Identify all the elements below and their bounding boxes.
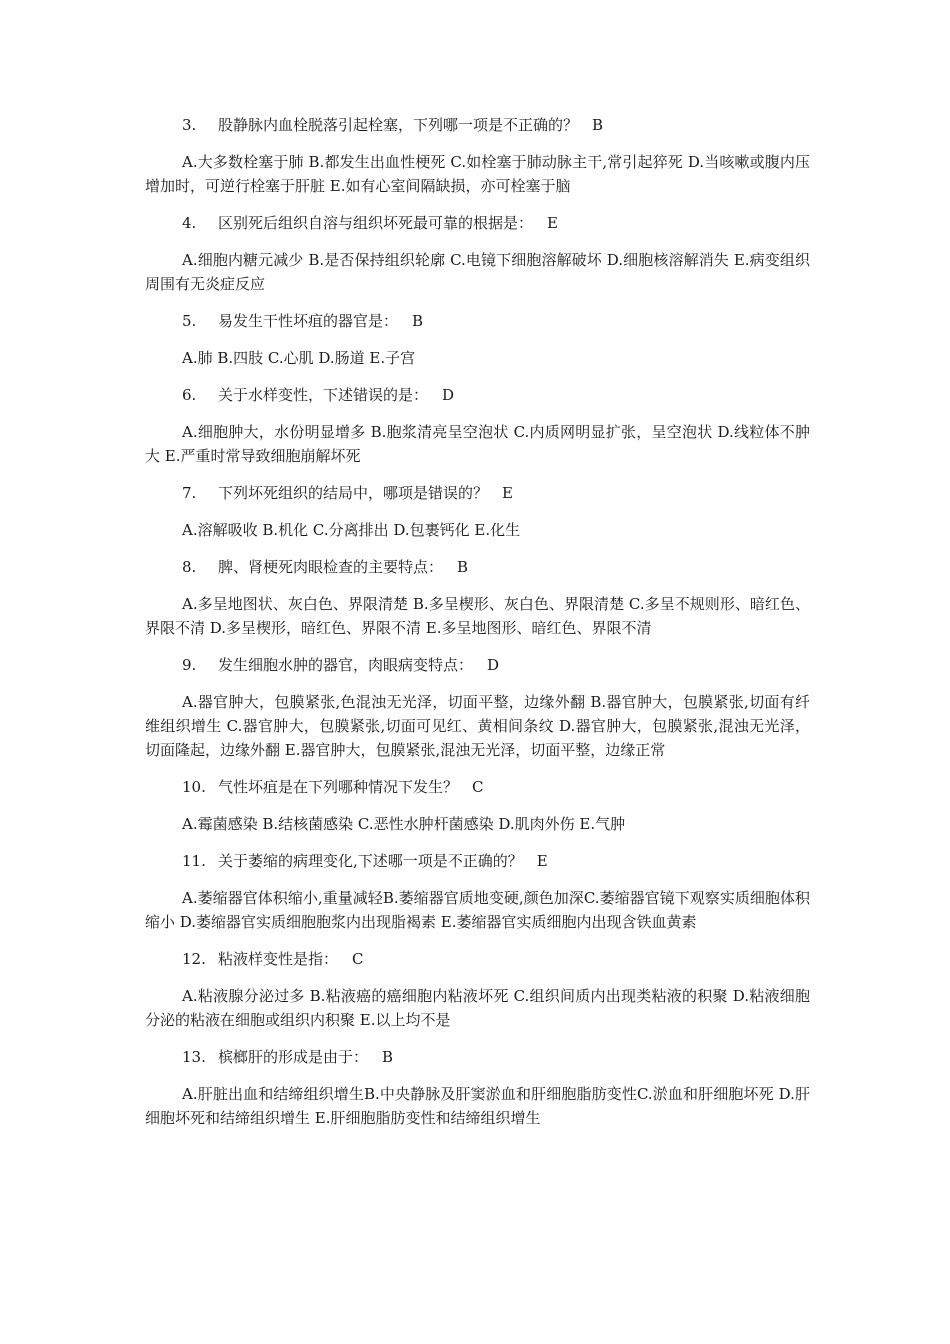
question-text: 粘液样变性是指： (218, 950, 339, 968)
question-number: 11. (182, 852, 206, 870)
answer-key: B (592, 116, 604, 134)
question-3-options: A.大多数栓塞于肺 B.都发生出血性梗死 C.如栓塞于肺动脉主干,常引起猝死 D.当咳嗽或腹内压增加时，可逆行栓塞于肝脏 E.如有心室间隔缺损，亦可栓塞于脑 (145, 153, 810, 195)
question-text: 气性坏疽是在下列哪种情况下发生？ (218, 778, 459, 796)
question-text: 股静脉内血栓脱落引起栓塞，下列哪一项是不正确的？ (218, 116, 579, 134)
question-text: 易发生干性坏疽的器官是： (218, 312, 399, 330)
question-4 (145, 211, 810, 235)
answer-key: D (487, 656, 500, 674)
question-number: 13. (182, 1048, 206, 1066)
answer-key: B (457, 558, 469, 576)
question-7-options: A.溶解吸收 B.机化 C.分离排出 D.包裹钙化 E.化生 (182, 521, 521, 539)
question-number: 10. (182, 778, 206, 796)
answer-key: E (547, 214, 558, 232)
question-13 (145, 1045, 810, 1069)
question-12-options: A.粘液腺分泌过多 B.粘液癌的癌细胞内粘液坏死 C.组织间质内出现类粘液的积聚 D.粘液细胞分泌的粘液在细胞或组织内积聚 E.以上均不是 (145, 987, 810, 1029)
answer-key: D (442, 386, 455, 404)
question-5-options: A.肺 B.四肢 C.心肌 D.肠道 E.子宫 (182, 349, 416, 367)
question-11 (145, 849, 810, 873)
question-10-options: A.霉菌感染 B.结核菌感染 C.恶性水肿杆菌感染 D.肌肉外伤 E.气肿 (182, 815, 626, 833)
answer-key: E (536, 852, 548, 870)
question-number: 3. (182, 116, 197, 134)
question-number: 7. (182, 484, 197, 502)
question-10 (145, 775, 810, 799)
question-number: 12. (182, 950, 206, 968)
answer-key: B (382, 1048, 394, 1066)
question-12 (145, 947, 810, 971)
question-6 (145, 383, 810, 407)
answer-key: E (502, 484, 513, 502)
question-text: 槟榔肝的形成是由于： (218, 1048, 369, 1066)
question-number: 6. (182, 386, 197, 404)
question-text: 关于萎缩的病理变化,下述哪一项是不正确的？ (218, 852, 523, 870)
question-7 (145, 481, 810, 505)
question-number: 9. (182, 656, 197, 674)
question-list (145, 113, 810, 1143)
question-5 (145, 309, 810, 333)
question-8-options: A.多呈地图状、灰白色、界限清楚 B.多呈楔形、灰白色、界限清楚 C.多呈不规则形、暗红色、界限不清 D.多呈楔形，暗红色、界限不清 E.多呈地图形、暗红色、界限不清 (145, 595, 810, 637)
question-4-options: A.细胞内糖元减少 B.是否保持组织轮廓 C.电镜下细胞溶解破坏 D.细胞核溶解消失 E.病变组织周围有无炎症反应 (145, 251, 810, 293)
question-text: 脾、肾梗死肉眼检查的主要特点： (218, 558, 444, 576)
question-6-options: A.细胞肿大，水份明显增多 B.胞浆清亮呈空泡状 C.内质网明显扩张，呈空泡状 D.线粒体不肿大 E.严重时常导致细胞崩解坏死 (145, 423, 810, 465)
question-9 (145, 653, 810, 677)
question-number: 5. (182, 312, 197, 330)
question-text: 区别死后组织自溶与组织坏死最可靠的根据是： (218, 214, 534, 232)
question-number: 4. (182, 214, 197, 232)
answer-key: B (412, 312, 424, 330)
question-3 (145, 113, 810, 137)
question-text: 关于水样变性，下述错误的是： (218, 386, 429, 404)
question-9-options: A.器官肿大，包膜紧张,色混浊无光泽，切面平整，边缘外翻 B.器官肿大，包膜紧张,切面有纤维组织增生 C.器官肿大，包膜紧张,切面可见红、黄相间条纹 D.器官肿大，包膜紧张,混浊无光泽，切面隆起，边缘外翻 E.器官肿大，包膜紧张,混浊无光泽，切面平整，边缘正常 (145, 693, 810, 759)
question-11-options: A.萎缩器官体积缩小,重量减轻B.萎缩器官质地变硬,颜色加深C.萎缩器官镜下观察实质细胞体积缩小 D.萎缩器官实质细胞胞浆内出现脂褐素 E.萎缩器官实质细胞内出现含铁血黄素 (145, 889, 810, 931)
question-13-options: A.肝脏出血和结缔组织增生B.中央静脉及肝窦淤血和肝细胞脂肪变性C.淤血和肝细胞坏死 D.肝细胞坏死和结缔组织增生 E.肝细胞脂肪变性和结缔组织增生 (145, 1085, 810, 1127)
answer-key: C (472, 778, 484, 796)
question-text: 下列坏死组织的结局中，哪项是错误的？ (218, 484, 489, 502)
question-8 (145, 555, 810, 579)
question-number: 8. (182, 558, 197, 576)
answer-key: C (352, 950, 364, 968)
question-text: 发生细胞水肿的器官，肉眼病变特点： (218, 656, 474, 674)
